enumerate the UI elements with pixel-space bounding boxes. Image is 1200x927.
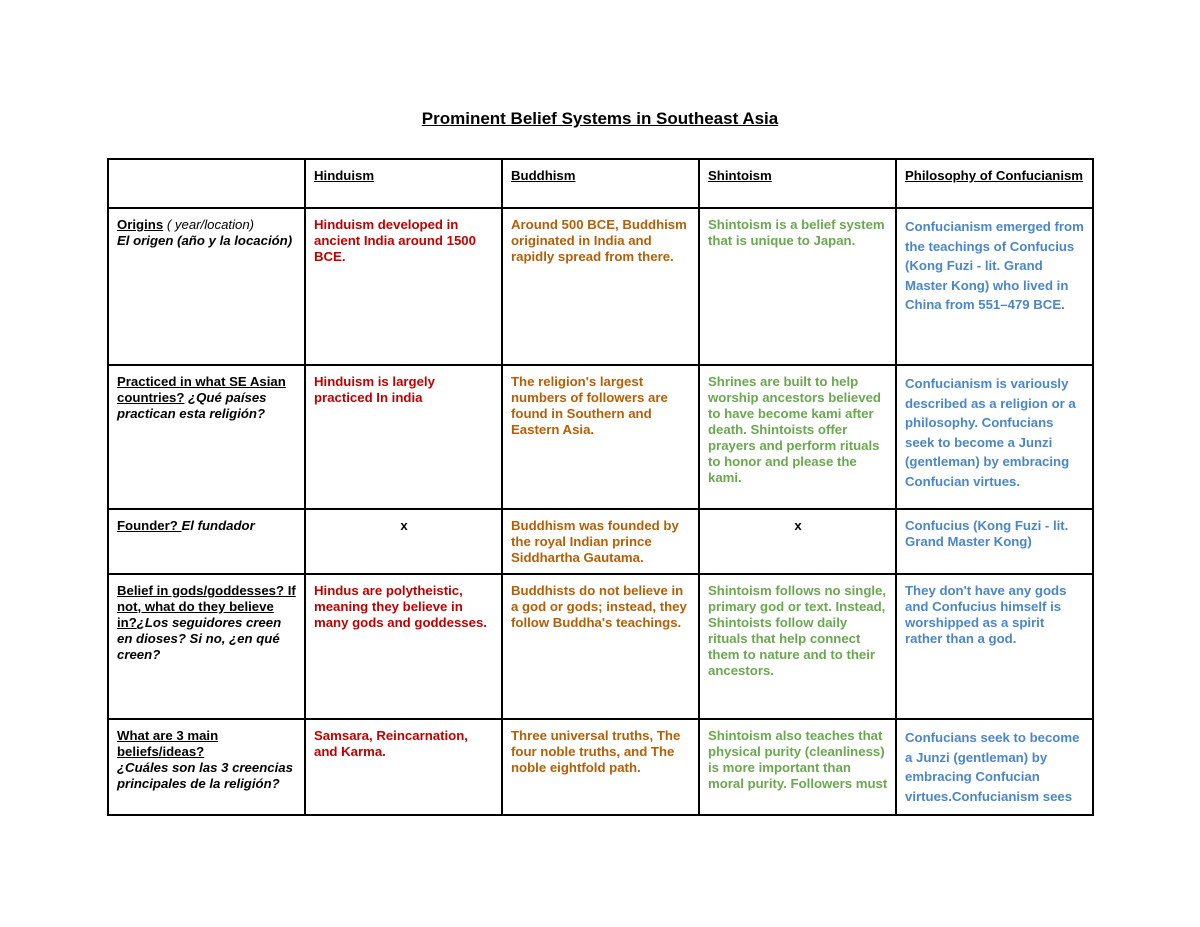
- question-note: ( year/location): [163, 217, 255, 232]
- cell-shintoism: x: [699, 509, 896, 574]
- cell-shintoism: Shintoism follows no single, primary god or text. Instead, Shintoists follow daily rituals that help connect them to nature and to their ancestors.: [699, 574, 896, 719]
- question-en: Founder?: [117, 518, 182, 533]
- header-label: Buddhism: [511, 168, 576, 183]
- question-cell: [108, 719, 305, 815]
- cell-buddhism: Around 500 BCE, Buddhism originated in India and rapidly spread from there.: [502, 208, 699, 365]
- cell-confucianism: Confucius (Kong Fuzi - lit. Grand Master Kong): [896, 509, 1093, 574]
- cell-confucianism: They don't have any gods and Confucius himself is worshipped as a spirit rather than a god.: [896, 574, 1093, 719]
- cell-shintoism: Shrines are built to help worship ancestors believed to have become kami after death. Shintoists offer prayers and perform rituals to honor and please the kami.: [699, 365, 896, 509]
- cell-buddhism: The religion's largest numbers of followers are found in Southern and Eastern Asia.: [502, 365, 699, 509]
- header-confucianism: [896, 159, 1093, 208]
- question-es: ¿Cuáles son las 3 creencias principales de la religión?: [117, 760, 293, 791]
- question-cell: [108, 208, 305, 365]
- header-label: Philosophy of Confucianism: [905, 168, 1084, 183]
- question-es: El fundador: [181, 518, 255, 533]
- table-row-founder: [108, 509, 1093, 574]
- header-label: Shintoism: [708, 168, 772, 183]
- question-en: What are 3 main beliefs/ideas?: [117, 728, 219, 759]
- question-es: ¿Qué países practican esta religión?: [117, 390, 267, 421]
- question-cell: [108, 365, 305, 509]
- cell-confucianism: Confucianism is variously described as a religion or a philosophy. Confucians seek to become a Junzi (gentleman) by embracing Confucian virtues.: [896, 365, 1093, 509]
- cell-hinduism: Hinduism developed in ancient India around 1500 BCE.: [305, 208, 502, 365]
- cell-hinduism: Hindus are polytheistic, meaning they believe in many gods and goddesses.: [305, 574, 502, 719]
- question-en: Belief in gods/goddesses? If not, what do they believe in?: [117, 583, 296, 630]
- table-row-origins: [108, 208, 1093, 365]
- cell-buddhism: Buddhism was founded by the royal Indian prince Siddhartha Gautama.: [502, 509, 699, 574]
- header-empty-cell: [108, 159, 305, 208]
- table-row-practiced: [108, 365, 1093, 509]
- cell-buddhism: Three universal truths, The four noble truths, and The noble eightfold path.: [502, 719, 699, 815]
- cell-buddhism: Buddhists do not believe in a god or gods; instead, they follow Buddha's teachings.: [502, 574, 699, 719]
- cell-confucianism: Confucians seek to become a Junzi (gentleman) by embracing Confucian virtues.Confucianism sees: [896, 719, 1093, 815]
- table-row-gods: [108, 574, 1093, 719]
- table-row-beliefs: [108, 719, 1093, 815]
- cell-hinduism: Hinduism is largely practiced In india: [305, 365, 502, 509]
- header-row: [108, 159, 1093, 208]
- cell-hinduism: x: [305, 509, 502, 574]
- header-shintoism: [699, 159, 896, 208]
- belief-systems-table: [107, 158, 1094, 816]
- cell-shintoism: Shintoism also teaches that physical purity (cleanliness) is more important than moral purity. Followers must: [699, 719, 896, 815]
- header-buddhism: [502, 159, 699, 208]
- page-title: Prominent Belief Systems in Southeast Asia: [421, 109, 779, 128]
- question-cell: [108, 574, 305, 719]
- question-es: El origen (año y la locación): [117, 233, 293, 248]
- cell-confucianism: Confucianism emerged from the teachings of Confucius (Kong Fuzi - lit. Grand Master Kong) who lived in China from 551–479 BCE.: [896, 208, 1093, 365]
- header-label: Hinduism: [314, 168, 375, 183]
- question-en: Origins: [117, 217, 164, 232]
- cell-hinduism: Samsara, Reincarnation, and Karma.: [305, 719, 502, 815]
- question-es: ¿Los seguidores creen en dioses? Si no, ¿en qué creen?: [117, 615, 282, 662]
- cell-shintoism: Shintoism is a belief system that is unique to Japan.: [699, 208, 896, 365]
- question-cell: [108, 509, 305, 574]
- question-en: Practiced in what SE Asian countries?: [117, 374, 286, 405]
- header-hinduism: [305, 159, 502, 208]
